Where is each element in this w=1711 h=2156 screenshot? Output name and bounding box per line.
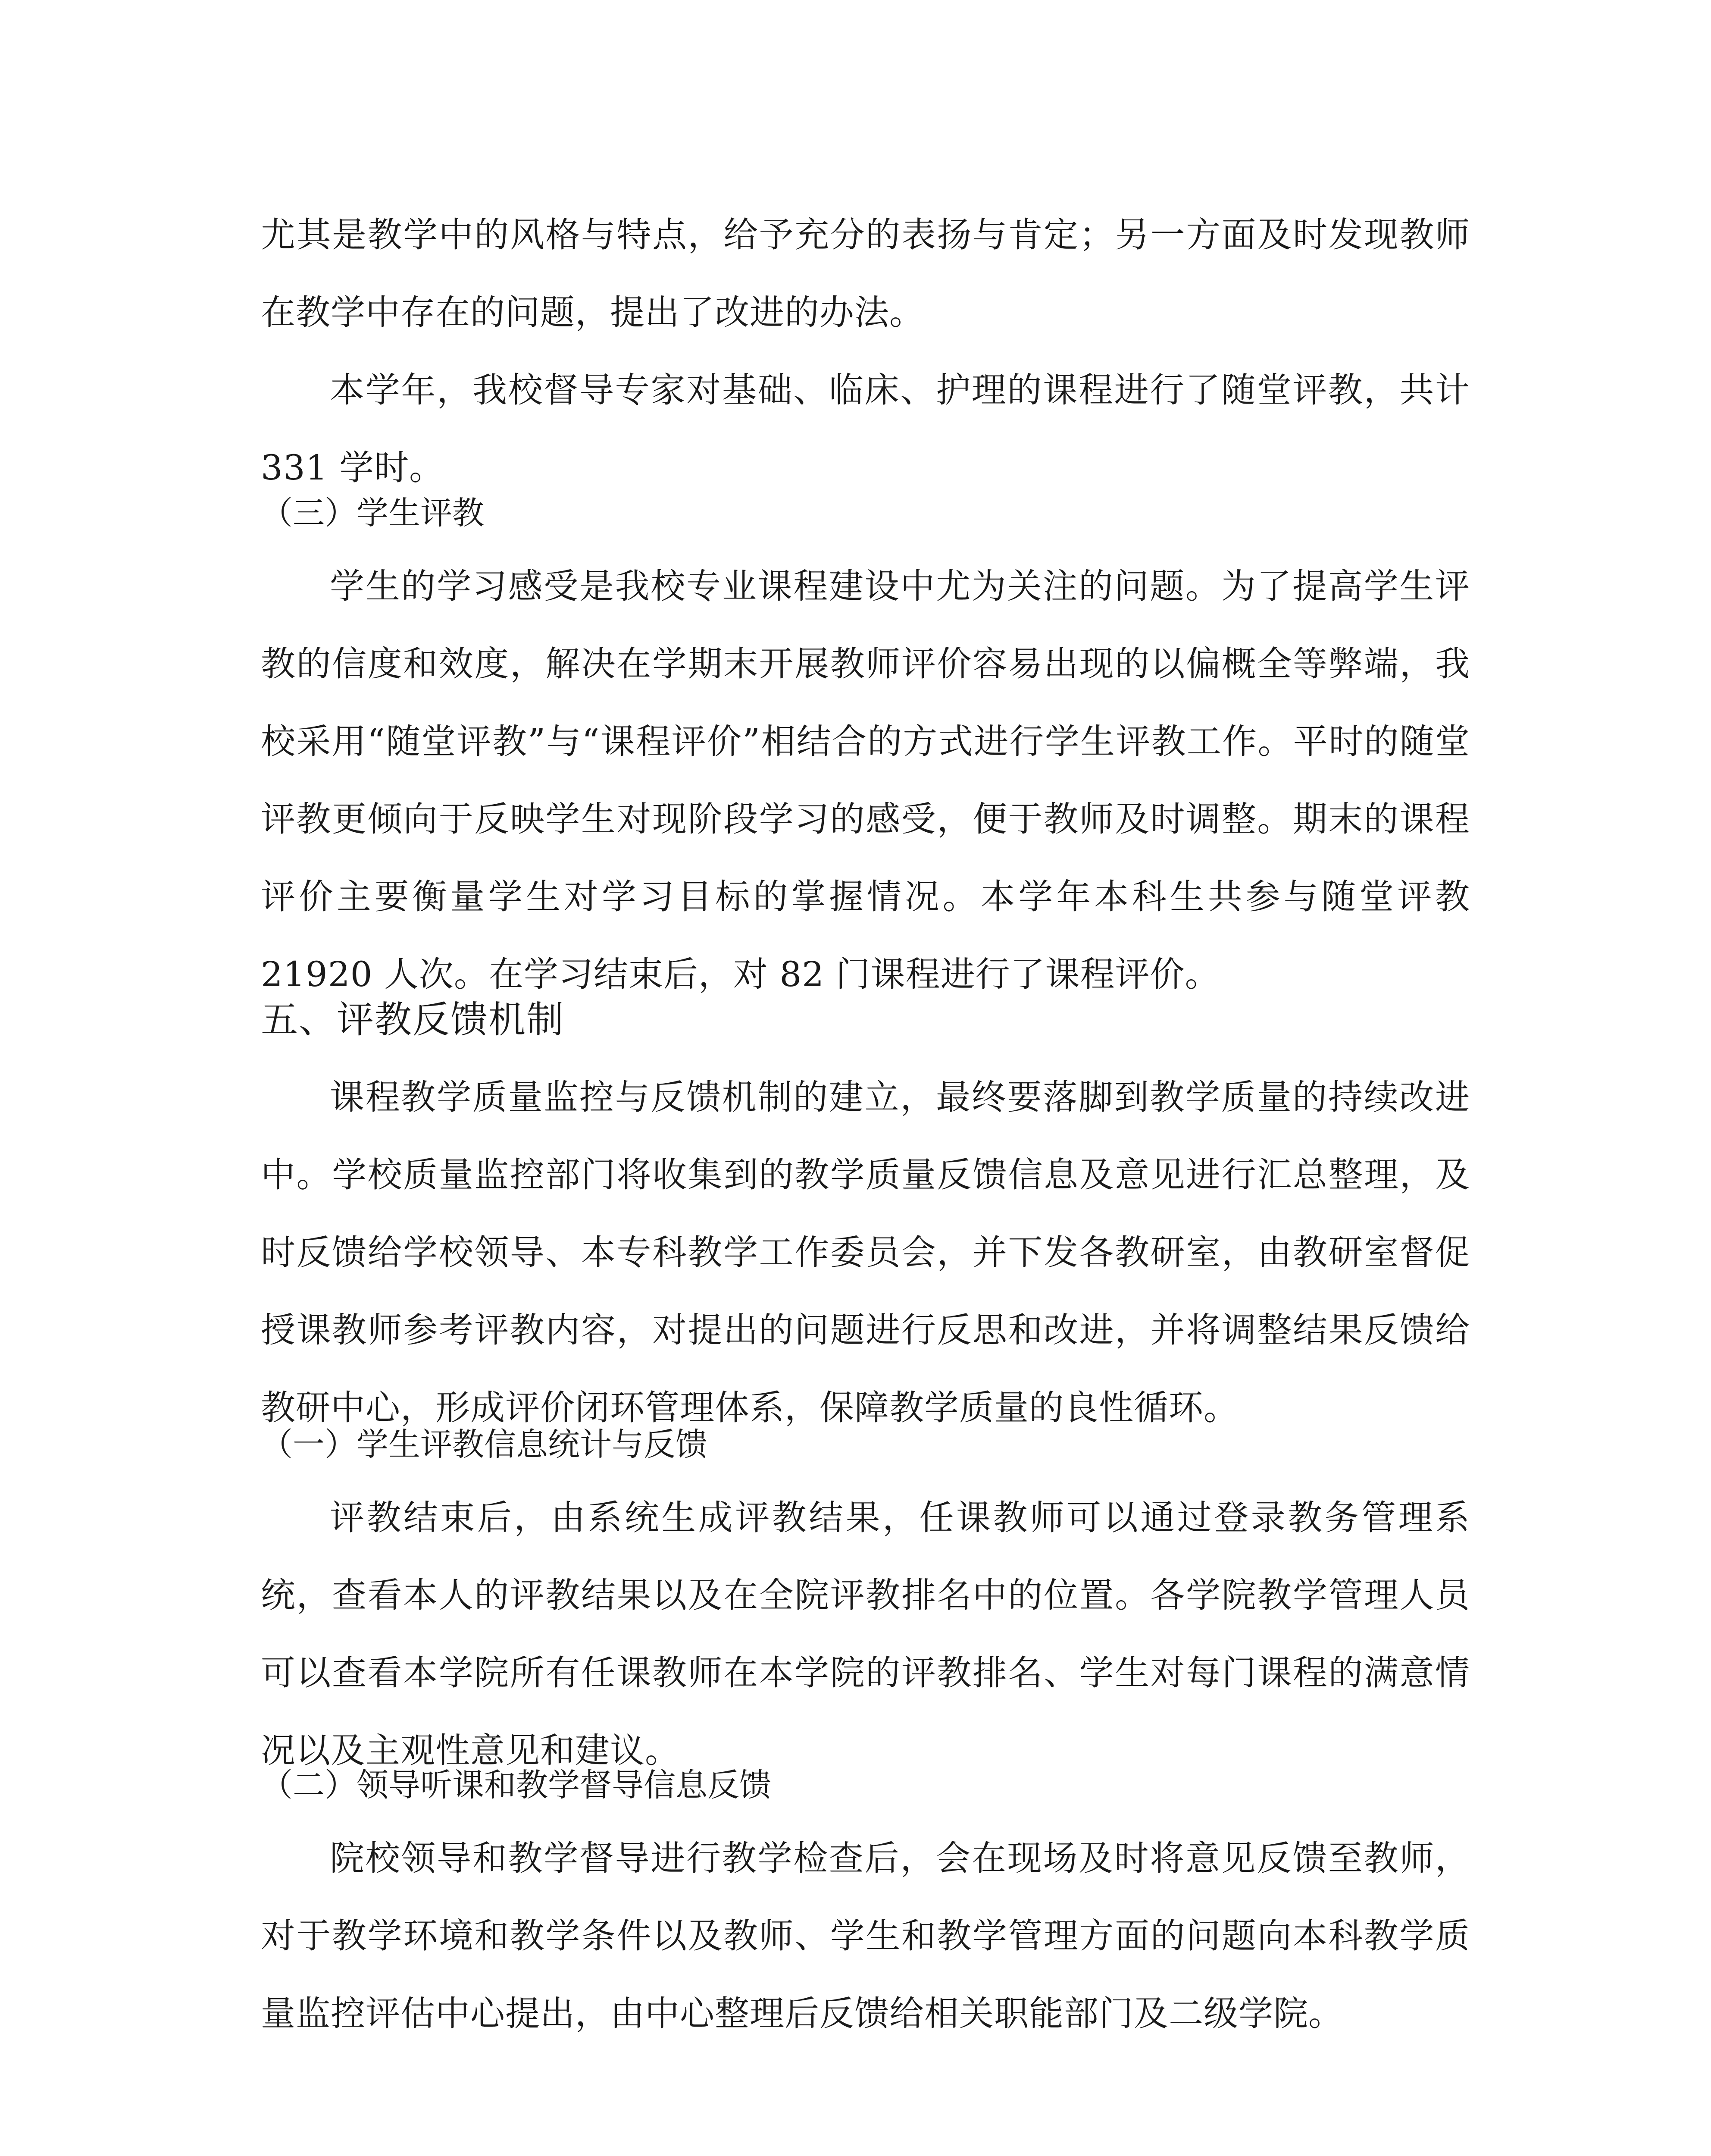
heading-student-feedback-statistics: （一）学生评教信息统计与反馈	[261, 1426, 707, 1463]
paragraph-student-evaluation: 学生的学习感受是我校专业课程建设中尤为关注的问题。为了提高学生评教的信度和效度，解决在学期末开展教师评价容易出现的以偏概全等弊端，我校采用“随堂评教”与“课程评价”相结合的方式进行学生评教工作。平时的随堂评教更倾向于反映学生对现阶段学习的感受，便于教师及时调整。期末的课程评价主要衡量学生对学习目标的掌握情况。本学年本科生共参与随堂评教 21920 人次。在学习结束后，对 82 门课程进行了课程评价。	[261, 566, 1470, 994]
paragraph-supervisor-evaluation: 本学年，我校督导专家对基础、临床、护理的课程进行了随堂评教，共计 331 学时。	[261, 370, 1470, 488]
paragraph-praise-continuation: 尤其是教学中的风格与特点，给予充分的表扬与肯定；另一方面及时发现教师在教学中存在的问题，提出了改进的办法。	[261, 215, 1470, 332]
paragraph-leadership-supervision-feedback: 院校领导和教学督导进行教学检查后，会在现场及时将意见反馈至教师，对于教学环境和教学条件以及教师、学生和教学管理方面的问题向本科教学质量监控评估中心提出，由中心整理后反馈给相关职能部门及二级学院。	[261, 1838, 1470, 2034]
section-heading-feedback-mechanism: 五、评教反馈机制	[261, 998, 564, 1041]
heading-student-evaluation: （三）学生评教	[261, 495, 484, 532]
paragraph-student-feedback-statistics: 评教结束后，由系统生成评教结果，任课教师可以通过登录教务管理系统，查看本人的评教结果以及在全院评教排名中的位置。各学院教学管理人员可以查看本学院所有任课教师在本学院的评教排名、学生对每门课程的满意情况以及主观性意见和建议。	[261, 1498, 1470, 1771]
paragraph-feedback-mechanism: 课程教学质量监控与反馈机制的建立，最终要落脚到教学质量的持续改进中。学校质量监控部门将收集到的教学质量反馈信息及意见进行汇总整理，及时反馈给学校领导、本专科教学工作委员会，并下发各教研室，由教研室督促授课教师参考评教内容，对提出的问题进行反思和改进，并将调整结果反馈给教研中心，形成评价闭环管理体系，保障教学质量的良性循环。	[261, 1077, 1470, 1428]
heading-leadership-supervision-feedback: （二）领导听课和教学督导信息反馈	[261, 1767, 771, 1804]
